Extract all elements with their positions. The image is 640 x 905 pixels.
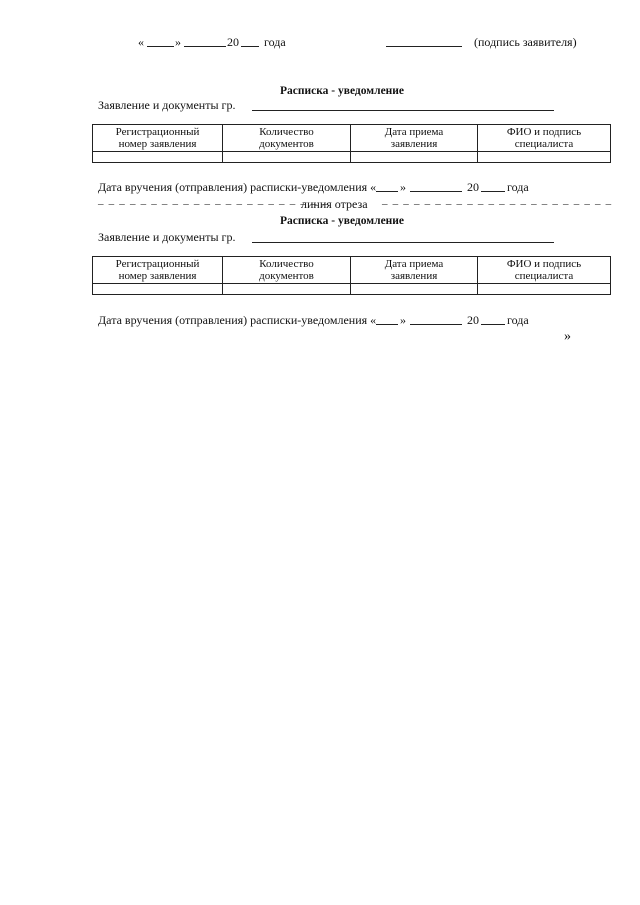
table-cell-reg-number[interactable] [93,284,223,295]
header-line: Количество [259,258,314,270]
table-cell-accept-date[interactable] [351,152,478,163]
table-cell-reg-number[interactable] [93,152,223,163]
table-cell-doc-count[interactable] [223,152,351,163]
header-line: специалиста [514,138,574,150]
date-open-quote: « [138,35,144,49]
table-cell-specialist[interactable] [478,284,611,295]
docs-label: Заявление и документы гр. [98,230,236,244]
cut-line-left-dashes: _ _ _ _ _ _ _ _ _ _ _ _ _ _ _ _ _ _ _ _ _ _ [98,194,329,206]
year-blank[interactable] [241,46,259,47]
delivery-day-blank[interactable] [376,191,398,192]
table-cell-specialist[interactable] [478,152,611,163]
month-blank[interactable] [184,46,226,47]
table-row [93,152,611,163]
delivery-close-quote: » [400,313,406,327]
delivery-year-word: года [507,180,529,194]
header-line: Регистрационный [115,258,200,270]
header-line: номер заявления [118,270,197,282]
header-line: номер заявления [118,138,197,150]
header-line: заявления [390,270,438,282]
delivery-year-prefix: 20 [467,313,479,327]
header-line: Количество [259,126,314,138]
table-header-row [93,125,611,152]
header-line: документов [259,270,314,282]
date-close-quote: » [175,35,181,49]
header-line: ФИО и подпись [506,126,582,138]
header-line: Дата приема [384,126,444,138]
header-line: ФИО и подпись [506,258,582,270]
delivery-year-prefix: 20 [467,180,479,194]
applicant-signature-blank[interactable] [386,46,462,47]
delivery-month-blank[interactable] [410,191,462,192]
column-header-specialist [478,257,611,284]
receipt-title: Расписка - уведомление [280,215,405,227]
delivery-close-quote: » [400,180,406,194]
registration-table [92,124,611,163]
table-cell-accept-date[interactable] [351,284,478,295]
year-word: года [264,35,286,49]
header-line: Регистрационный [115,126,200,138]
table-header-row [93,257,611,284]
citizen-name-blank[interactable] [252,242,554,243]
header-line: документов [259,138,314,150]
column-header-accept-date [351,257,478,284]
delivery-date-label: Дата вручения (отправления) расписки-уведомления « [98,313,377,327]
header-line: Дата приема [384,258,444,270]
delivery-month-blank[interactable] [410,324,462,325]
column-header-reg-number [93,125,223,152]
column-header-specialist [478,125,611,152]
receipt-title: Расписка - уведомление [280,85,405,97]
column-header-accept-date [351,125,478,152]
header-line: заявления [390,138,438,150]
delivery-year-blank[interactable] [481,191,505,192]
delivery-day-blank[interactable] [376,324,398,325]
registration-table [92,256,611,295]
delivery-year-word: года [507,313,529,327]
column-header-doc-count [223,125,351,152]
day-blank[interactable] [147,46,174,47]
delivery-date-label: Дата вручения (отправления) расписки-уведомления « [98,180,377,194]
table-row [93,284,611,295]
docs-label: Заявление и документы гр. [98,98,236,112]
cut-line-label: линия отреза [301,197,368,211]
table-cell-doc-count[interactable] [223,284,351,295]
year-prefix: 20 [227,35,239,49]
delivery-year-blank[interactable] [481,324,505,325]
closing-quote-mark: » [564,329,571,344]
header-line: специалиста [514,270,574,282]
column-header-reg-number [93,257,223,284]
applicant-signature-caption: (подпись заявителя) [474,35,577,49]
column-header-doc-count [223,257,351,284]
citizen-name-blank[interactable] [252,110,554,111]
cut-line-right-dashes: _ _ _ _ _ _ _ _ _ _ _ _ _ _ _ _ _ _ _ _ _ _ [382,194,613,206]
